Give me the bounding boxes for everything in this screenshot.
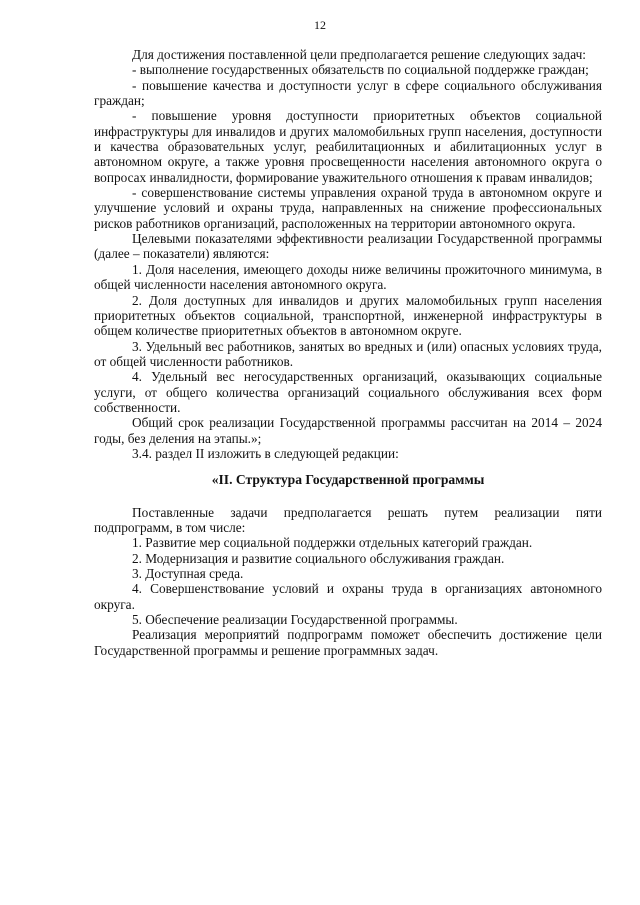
paragraph: - выполнение государственных обязательств по социальной поддержке граждан; — [132, 62, 589, 78]
paragraph: 3.4. раздел II изложить в следующей редакции: — [132, 445, 399, 461]
paragraph: 1. Доля населения, имеющего доходы ниже величины прожиточного минимума, в общей численности населения автономного округа. — [94, 261, 602, 293]
paragraph: 4. Совершенствование условий и охраны труда в организациях автономного округа. — [94, 581, 602, 612]
paragraph: Для достижения поставленной цели предполагается решение следующих задач: — [132, 47, 586, 62]
paragraph: 5. Обеспечение реализации Государственной программы. — [132, 612, 458, 628]
paragraph: - совершенствование системы управления охраной труда в автономном округе и улучшение условий и охраны труда, направленных на снижение профессиональных рисков работников организаций, расположенных на территории автономного округа. — [94, 185, 602, 231]
paragraph: - повышение уровня доступности приоритетных объектов социальной инфраструктуры для инвалидов и других маломобильных групп населения, доступности и качества образовательных услуг, реабилитационных и абилитационных услуг в автономном округе, а также уровня просвещенности населения автономного округа о вопросах инвалидности, формирование уважительного отношения к правам инвалидов; — [94, 108, 602, 185]
paragraph: Поставленные задачи предполагается решать путем реализации пяти подпрограмм, в том числе: — [94, 504, 602, 535]
paragraph: Общий срок реализации Государственной программы рассчитан на 2014 – 2024 годы, без деления на этапы.»; — [94, 415, 602, 446]
paragraph: Реализация мероприятий подпрограмм поможет обеспечить достижение цели Государственной программы и решение программных задач. — [94, 627, 602, 658]
paragraph: 1. Развитие мер социальной поддержки отдельных категорий граждан. — [132, 535, 533, 551]
paragraph: 4. Удельный вес негосударственных организаций, оказывающих социальные услуги, от общего количества организаций социального обслуживания всех форм собственности. — [94, 369, 602, 415]
page-number: 12 — [314, 18, 326, 32]
section-heading: «II. Структура Государственной программы — [211, 472, 485, 488]
paragraph: 3. Удельный вес работников, занятых во вредных и (или) опасных условиях труда, от общей численности работников. — [94, 338, 602, 369]
paragraph: 2. Доля доступных для инвалидов и других маломобильных групп населения приоритетных объектов социальной, транспортной, инженерной инфраструктуры в общем количестве приоритетных объектов в автономном округе. — [94, 292, 602, 339]
paragraph: 3. Доступная среда. — [132, 566, 244, 581]
paragraph: 2. Модернизация и развитие социального обслуживания граждан. — [132, 550, 505, 566]
paragraph: - повышение качества и доступности услуг в сфере социального обслуживания граждан; — [94, 77, 602, 109]
paragraph: Целевыми показателями эффективности реализации Государственной программы (далее – показатели) являются: — [94, 231, 602, 262]
document-body — [94, 47, 602, 658]
